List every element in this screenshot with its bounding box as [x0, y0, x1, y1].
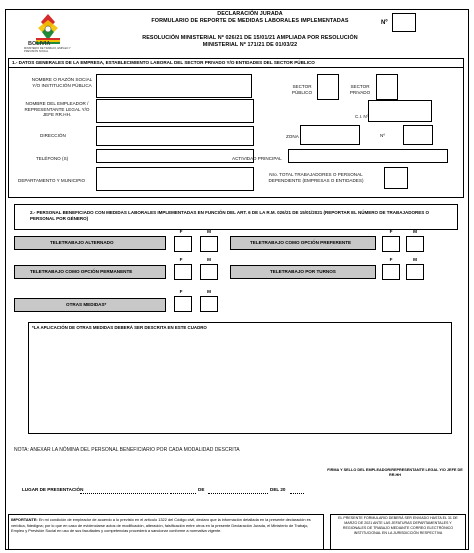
nombre-label: NOMBRE O RAZÓN SOCIAL Y/O INSTITUCIÓN PÚBLICA — [31, 77, 93, 88]
numero-label: Nº — [380, 133, 385, 138]
header-line1: DECLARACIÓN JURADA — [217, 11, 283, 17]
m-label-turnos: M — [413, 257, 417, 262]
m-label-alternado: M — [207, 229, 211, 234]
actividad-label: ACTIVIDAD PRINCIPAL — [232, 156, 282, 161]
section1-title: 1.- DATOS GENERALES DE LA EMPRESA, ESTABLECIMIENTO LABORAL DEL SECTOR PRIVADO Y/O ENTIDADES DEL SECTOR PÚBLICO — [12, 60, 315, 65]
deadline-text: EL PRESENTE FORMULARIO DEBERÁ SER ENVIADO HASTA EL 31 DE MARZO DE 2021 ANTE LAS JEFATURAS DEPARTAMENTALES Y REGIONALES DE TRABAJO MEDIANTE CORREO ELECTRÓNICO INSTITUCIONAL EN LA JURISDICCIÓN RESPECTIVA — [338, 516, 458, 535]
teletrabajo-alternado-m-field[interactable] — [200, 236, 218, 252]
de2-label: DEL 20 — [270, 487, 286, 492]
importante-title: IMPORTANTE: — [11, 517, 38, 522]
fecha-dia-field[interactable] — [170, 493, 196, 494]
f-label-otras: F — [179, 289, 183, 294]
otras-medidas-description-box[interactable] — [28, 322, 452, 434]
ci-label: C.I. Nº — [355, 114, 369, 119]
ci-field[interactable] — [368, 100, 432, 122]
number-label: Nº — [381, 20, 388, 26]
numero-field[interactable] — [403, 125, 433, 145]
direccion-label: DIRECCIÓN — [40, 133, 66, 138]
f-label-permanente: F — [179, 257, 183, 262]
de1-label: DE — [198, 487, 205, 492]
sector-publico-label: SECTOR PÚBLICO — [291, 84, 313, 95]
lugar-label: LUGAR DE PRESENTACIÓN — [22, 487, 84, 492]
header-line3: RESOLUCIÓN MINISTERIAL Nº 026/21 DE 15/01/21 AMPLIADA POR RESOLUCIÓN — [142, 35, 358, 41]
teletrabajo-permanente-m-field[interactable] — [200, 264, 218, 280]
teletrabajo-preferente-label: TELETRABAJO COMO OPCIÓN PREFERENTE — [250, 240, 352, 245]
empleador-field[interactable] — [96, 99, 254, 123]
otras-medidas-note: *LA APLICACIÓN DE OTRAS MEDIDAS DEBERÁ SER DESCRITA EN ESTE CUADRO — [32, 325, 207, 330]
teletrabajo-permanente-f-field[interactable] — [174, 264, 192, 280]
otras-medidas-m-field[interactable] — [200, 296, 218, 312]
teletrabajo-preferente-f-field[interactable] — [382, 236, 400, 252]
sector-privado-label: SECTOR PRIVADO — [349, 84, 371, 95]
f-label-preferente: F — [389, 229, 393, 234]
teletrabajo-turnos-m-field[interactable] — [406, 264, 424, 280]
section2-title: 2.- PERSONAL BENEFICIADO CON MEDIDAS LABORALES IMPLEMENTADAS EN FUNCIÓN DEL ART. 6 DE LA R.M. 026/21 DE 15/01/2021 (REPORTAR EL NÚMERO DE TRABAJADORES O PERSONAL POR GÉNERO) — [30, 210, 430, 221]
m-label-permanente: M — [207, 257, 211, 262]
header-line4: MINISTERIAL Nº 171/21 DE 01/03/22 — [202, 42, 298, 48]
importante-text-wrap — [11, 517, 321, 534]
teletrabajo-alternado-label: TELETRABAJO ALTERNADO — [50, 240, 114, 245]
logo-subtext: MINISTERIO DE TRABAJO, EMPLEO Y PREVISIÓN SOCIAL — [24, 47, 71, 53]
total-trabajadores-field[interactable] — [384, 167, 408, 189]
teletrabajo-permanente-label: TELETRABAJO COMO OPCIÓN PERMANENTE — [30, 269, 133, 274]
m-label-preferente: M — [413, 229, 417, 234]
sector-privado-checkbox[interactable] — [376, 74, 398, 100]
telefono-label: TELÉFONO (S) — [36, 156, 69, 161]
depto-field[interactable] — [96, 167, 254, 191]
f-label-turnos: F — [389, 257, 393, 262]
nombre-field[interactable] — [96, 74, 252, 98]
form-number-field[interactable] — [392, 13, 416, 32]
empleador-label: NOMBRE DEL EMPLEADOR / REPRESENTANTE LEGAL Y/O JEFE RR.HH. — [24, 101, 90, 118]
total-trabajadores-label: Nro. TOTAL TRABAJADORES O PERSONAL DEPENDIENTE (EMPRESAS O ENTIDADES) — [268, 172, 364, 183]
coat-of-arms-icon — [28, 12, 68, 44]
zona-field[interactable] — [300, 125, 360, 145]
nota-text: NOTA: ANEXAR LA NÓMINA DEL PERSONAL BENEFICIARIO POR CADA MODALIDAD DESCRITA — [14, 447, 240, 453]
importante-text: En mi condición de empleador de acuerdo a lo previsto en el artículo 1322 del Código civil, declaro que la información detallada en la presente declaración es verídica, fidedigna; por lo que en caso de evidenciarse actos de modificación, alteración, falsificación entre otros en la presente Declaración Jurada, el Ministerio de Trabajo, Empleo y Previsión Social en uso de sus facultades y competencias procederá a sancionar conforme a normativa vigente. — [11, 517, 311, 533]
otras-medidas-label: OTRAS MEDIDAS* — [66, 302, 107, 307]
teletrabajo-preferente-m-field[interactable] — [406, 236, 424, 252]
sector-publico-checkbox[interactable] — [317, 74, 339, 100]
fecha-mes-field[interactable] — [208, 493, 268, 494]
f-label-alternado: F — [179, 229, 183, 234]
fecha-anio-field[interactable] — [290, 493, 304, 494]
teletrabajo-alternado-f-field[interactable] — [174, 236, 192, 252]
lugar-field[interactable] — [80, 493, 168, 494]
teletrabajo-turnos-f-field[interactable] — [382, 264, 400, 280]
actividad-field[interactable] — [288, 149, 448, 163]
firma-label: FIRMA Y SELLO DEL EMPLEADOR/REPRESENTANTE LEGAL Y/O JEFE DE RR.HH — [327, 468, 463, 477]
otras-medidas-f-field[interactable] — [174, 296, 192, 312]
header-line2: FORMULARIO DE REPORTE DE MEDIDAS LABORALES IMPLEMENTADAS — [151, 18, 349, 24]
m-label-otras: M — [207, 289, 211, 294]
depto-label: DEPARTAMENTO Y MUNICIPIO — [18, 178, 86, 183]
teletrabajo-turnos-label: TELETRABAJO POR TURNOS — [270, 269, 336, 274]
direccion-field[interactable] — [96, 126, 254, 146]
section1-divider — [8, 67, 464, 68]
logo-text: BOLIVIA — [28, 41, 51, 47]
telefono-field[interactable] — [96, 149, 254, 163]
zona-label: ZONA — [286, 134, 299, 139]
